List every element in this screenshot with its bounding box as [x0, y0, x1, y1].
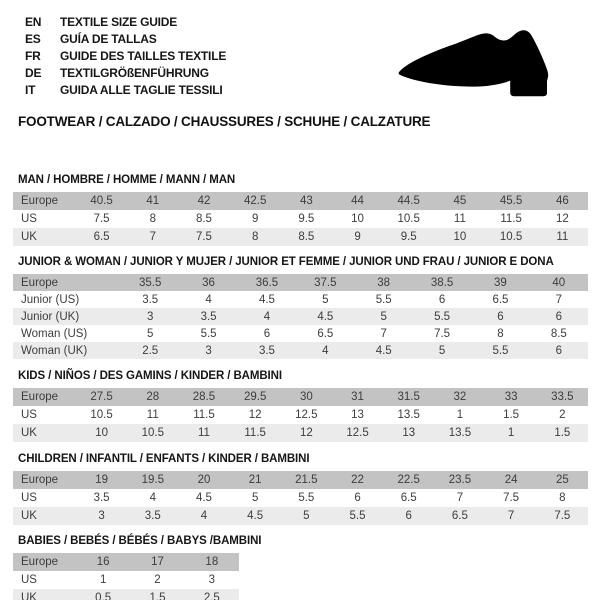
- language-label: GUIDE DES TAILLES TEXTILE: [60, 49, 227, 63]
- table-row: [13, 342, 588, 359]
- size-cell: 20: [197, 474, 211, 486]
- size-cell: 29.5: [243, 391, 267, 403]
- size-tables: [13, 174, 588, 600]
- row-label: Europe: [21, 556, 59, 568]
- size-cell: 12.5: [346, 427, 369, 439]
- language-code: FR: [25, 49, 41, 63]
- size-section-junior: [13, 256, 588, 359]
- row-label: UK: [21, 510, 37, 522]
- size-cell: 6: [354, 492, 361, 504]
- row-label: Woman (UK): [21, 344, 88, 357]
- size-cell: 8.5: [195, 213, 212, 225]
- size-cell: 22.5: [397, 474, 420, 486]
- size-cell: 1.5: [554, 427, 571, 439]
- size-cell: 6: [405, 510, 412, 522]
- size-cell: 5.5: [200, 327, 217, 340]
- size-cell: 2.5: [203, 592, 220, 600]
- size-cell: 42.5: [243, 195, 267, 207]
- size-cell: 7: [380, 327, 387, 340]
- size-cell: 7: [507, 510, 515, 522]
- size-cell: 4: [149, 492, 156, 504]
- size-cell: 33: [504, 391, 518, 403]
- table-row: [13, 291, 588, 308]
- row-label: Europe: [21, 276, 59, 289]
- size-cell: 12.5: [295, 409, 318, 421]
- size-cell: 0.5: [95, 592, 112, 600]
- size-cell: 8: [251, 231, 259, 243]
- size-cell: 5: [322, 293, 329, 306]
- size-cell: 11.5: [193, 409, 215, 421]
- row-label: Woman (US): [21, 327, 88, 340]
- size-cell: 12: [248, 409, 262, 421]
- size-cell: 24: [504, 474, 518, 486]
- size-cell: 4.5: [375, 344, 392, 357]
- size-cell: 8: [149, 213, 156, 225]
- size-cell: 19: [95, 474, 108, 486]
- size-cell: 6: [438, 293, 446, 306]
- size-cell: 21: [248, 474, 262, 486]
- table-row: [13, 489, 588, 507]
- row-label: Europe: [21, 391, 59, 403]
- size-cell: 1.5: [503, 409, 520, 421]
- size-cell: 36: [202, 276, 215, 289]
- size-table: [13, 471, 588, 525]
- size-cell: 37.5: [314, 276, 337, 289]
- size-cell: 7.5: [434, 327, 451, 340]
- size-cell: 4.5: [195, 492, 212, 504]
- row-label: UK: [21, 231, 37, 243]
- size-cell: 44.5: [397, 195, 420, 207]
- table-row: [13, 471, 588, 489]
- table-row: [13, 507, 588, 525]
- size-cell: 10.5: [499, 231, 523, 243]
- row-label: Junior (US): [21, 293, 80, 306]
- size-cell: 7.5: [503, 492, 520, 504]
- size-section-children: [13, 453, 588, 525]
- size-cell: 4: [200, 510, 208, 522]
- size-cell: 5: [146, 327, 154, 340]
- size-cell: 12: [299, 427, 313, 439]
- size-cell: 10: [453, 231, 467, 243]
- size-cell: 5: [251, 492, 259, 504]
- table-row: [13, 571, 239, 589]
- size-cell: 22: [351, 474, 364, 486]
- size-cell: 18: [205, 556, 219, 568]
- table-row: [13, 192, 588, 210]
- size-cell: 5.5: [492, 344, 509, 357]
- row-label: US: [21, 409, 37, 421]
- size-cell: 2: [559, 409, 566, 421]
- size-cell: 6.5: [451, 510, 468, 522]
- size-cell: 13: [351, 409, 364, 421]
- size-cell: 6.5: [400, 492, 417, 504]
- section-title: BABIES / BEBÉS / BÉBÉS / BABYS /BAMBINI: [18, 535, 262, 547]
- size-cell: 19.5: [141, 474, 164, 486]
- size-cell: 27.5: [90, 391, 113, 403]
- size-cell: 1: [507, 427, 515, 439]
- row-label: US: [21, 574, 37, 586]
- table-row: [13, 325, 588, 342]
- row-label: Europe: [21, 474, 59, 486]
- size-cell: 33.5: [551, 391, 574, 403]
- size-cell: 1: [99, 574, 107, 586]
- size-cell: 4: [205, 293, 212, 306]
- size-cell: 3: [98, 510, 105, 522]
- size-cell: 32: [453, 391, 467, 403]
- language-label: GUIDA ALLE TAGLIE TESSILI: [60, 83, 223, 97]
- size-cell: 8.5: [298, 231, 315, 243]
- language-label: GUÍA DE TALLAS: [60, 32, 157, 46]
- table-row: [13, 210, 588, 228]
- size-cell: 38: [377, 276, 391, 289]
- row-label: UK: [21, 427, 37, 439]
- size-cell: 10: [351, 213, 364, 225]
- size-cell: 2.5: [142, 344, 159, 357]
- section-title: MAN / HOMBRE / HOMME / MANN / MAN: [18, 174, 236, 186]
- size-cell: 40.5: [90, 195, 113, 207]
- row-label: Junior (UK): [21, 310, 80, 323]
- size-cell: 30: [299, 391, 313, 403]
- size-cell: 44: [351, 195, 364, 207]
- section-title: CHILDREN / INFANTIL / ENFANTS / KINDER / BAMBINI: [18, 453, 310, 465]
- size-cell: 25: [555, 474, 569, 486]
- row-label: UK: [21, 592, 37, 600]
- table-row: [13, 589, 239, 600]
- size-cell: 11.5: [500, 213, 522, 225]
- size-cell: 6.5: [492, 293, 509, 306]
- table-row: [13, 308, 588, 325]
- size-cell: 3.5: [200, 310, 217, 323]
- size-cell: 5.5: [349, 510, 366, 522]
- size-cell: 4.5: [317, 310, 334, 323]
- size-cell: 5.5: [298, 492, 315, 504]
- size-cell: 6: [555, 310, 563, 323]
- size-cell: 10.5: [141, 427, 164, 439]
- section-title: JUNIOR & WOMAN / JUNIOR Y MUJER / JUNIOR ET FEMME / JUNIOR UND FRAU / JUNIOR E DONA: [18, 256, 554, 268]
- size-cell: 7: [555, 293, 563, 306]
- size-cell: 9.5: [400, 231, 417, 243]
- size-cell: 17: [151, 556, 164, 568]
- size-cell: 4.5: [247, 510, 264, 522]
- size-cell: 11: [146, 409, 159, 421]
- row-label: Europe: [21, 195, 59, 207]
- size-cell: 9.5: [298, 213, 315, 225]
- size-cell: 3.5: [258, 344, 275, 357]
- table-row: [13, 228, 588, 246]
- size-cell: 7: [149, 231, 156, 243]
- size-cell: 35.5: [138, 276, 162, 289]
- shoe-icon: [393, 18, 577, 110]
- size-cell: 5: [303, 510, 310, 522]
- table-row: [13, 553, 239, 571]
- size-cell: 5.5: [434, 310, 451, 323]
- language-code: DE: [25, 66, 42, 80]
- size-cell: 45.5: [499, 195, 523, 207]
- size-cell: 23.5: [448, 474, 472, 486]
- size-table: [13, 274, 588, 359]
- size-table: [13, 192, 588, 246]
- language-code: EN: [25, 15, 42, 29]
- size-cell: 3.5: [144, 510, 161, 522]
- size-cell: 8.5: [550, 327, 567, 340]
- category-title: FOOTWEAR / CALZADO / CHAUSSURES / SCHUHE / CALZATURE: [18, 114, 431, 129]
- header: [13, 14, 588, 129]
- size-section-man: [13, 174, 588, 246]
- size-cell: 10.5: [90, 409, 113, 421]
- size-cell: 3.5: [142, 293, 159, 306]
- size-cell: 7.5: [554, 510, 571, 522]
- size-cell: 13.5: [448, 427, 472, 439]
- size-cell: 40: [552, 276, 566, 289]
- size-cell: 2: [154, 574, 161, 586]
- size-cell: 8: [559, 492, 566, 504]
- section-title: KIDS / NIÑOS / DES GAMINS / KINDER / BAMBINI: [18, 370, 282, 382]
- size-cell: 42: [197, 195, 211, 207]
- size-cell: 39: [494, 276, 507, 289]
- size-cell: 4: [322, 344, 329, 357]
- size-cell: 6.5: [93, 231, 110, 243]
- size-cell: 5: [380, 310, 387, 323]
- size-table: [13, 388, 588, 442]
- size-cell: 9: [354, 231, 361, 243]
- size-cell: 7: [456, 492, 464, 504]
- size-cell: 31: [351, 391, 364, 403]
- size-cell: 10.5: [397, 213, 420, 225]
- language-label: TEXTILGRÖßENFÜHRUNG: [60, 66, 209, 80]
- size-cell: 31.5: [397, 391, 420, 403]
- size-cell: 3: [205, 344, 212, 357]
- size-cell: 11.5: [244, 427, 266, 439]
- table-row: [13, 406, 588, 424]
- size-table: [13, 553, 239, 600]
- language-code: IT: [25, 83, 36, 97]
- size-cell: 6: [555, 344, 563, 357]
- size-cell: 3: [146, 310, 154, 323]
- size-cell: 10: [95, 427, 108, 439]
- row-label: US: [21, 213, 37, 225]
- language-label: TEXTILE SIZE GUIDE: [60, 15, 178, 29]
- size-cell: 16: [96, 556, 110, 568]
- size-cell: 3: [208, 574, 216, 586]
- size-cell: 4.5: [258, 293, 275, 306]
- size-cell: 21.5: [295, 474, 318, 486]
- size-cell: 6: [263, 327, 271, 340]
- size-cell: 28: [146, 391, 160, 403]
- size-cell: 11: [197, 427, 210, 439]
- size-cell: 8: [497, 327, 504, 340]
- size-cell: 7.5: [195, 231, 212, 243]
- size-section-babies: [13, 535, 588, 600]
- size-cell: 1: [456, 409, 464, 421]
- size-cell: 4: [263, 310, 271, 323]
- size-cell: 6: [497, 310, 504, 323]
- size-cell: 11: [453, 213, 466, 225]
- size-cell: 9: [251, 213, 259, 225]
- size-cell: 3.5: [93, 492, 110, 504]
- size-cell: 7.5: [93, 213, 110, 225]
- size-cell: 36.5: [255, 276, 279, 289]
- size-section-kids: [13, 370, 588, 442]
- size-cell: 38.5: [430, 276, 454, 289]
- table-row: [13, 424, 588, 442]
- size-cell: 13.5: [397, 409, 420, 421]
- size-cell: 13: [402, 427, 416, 439]
- size-cell: 45: [453, 195, 467, 207]
- size-cell: 6.5: [317, 327, 334, 340]
- size-cell: 5: [438, 344, 446, 357]
- table-row: [13, 388, 588, 406]
- size-cell: 46: [555, 195, 569, 207]
- row-label: US: [21, 492, 37, 504]
- size-cell: 12: [555, 213, 569, 225]
- language-code: ES: [25, 32, 41, 46]
- size-cell: 28.5: [192, 391, 216, 403]
- size-cell: 41: [146, 195, 160, 207]
- table-row: [13, 274, 588, 291]
- size-cell: 43: [299, 195, 313, 207]
- size-cell: 5.5: [375, 293, 392, 306]
- size-cell: 11: [556, 231, 569, 243]
- size-cell: 1.5: [149, 592, 166, 600]
